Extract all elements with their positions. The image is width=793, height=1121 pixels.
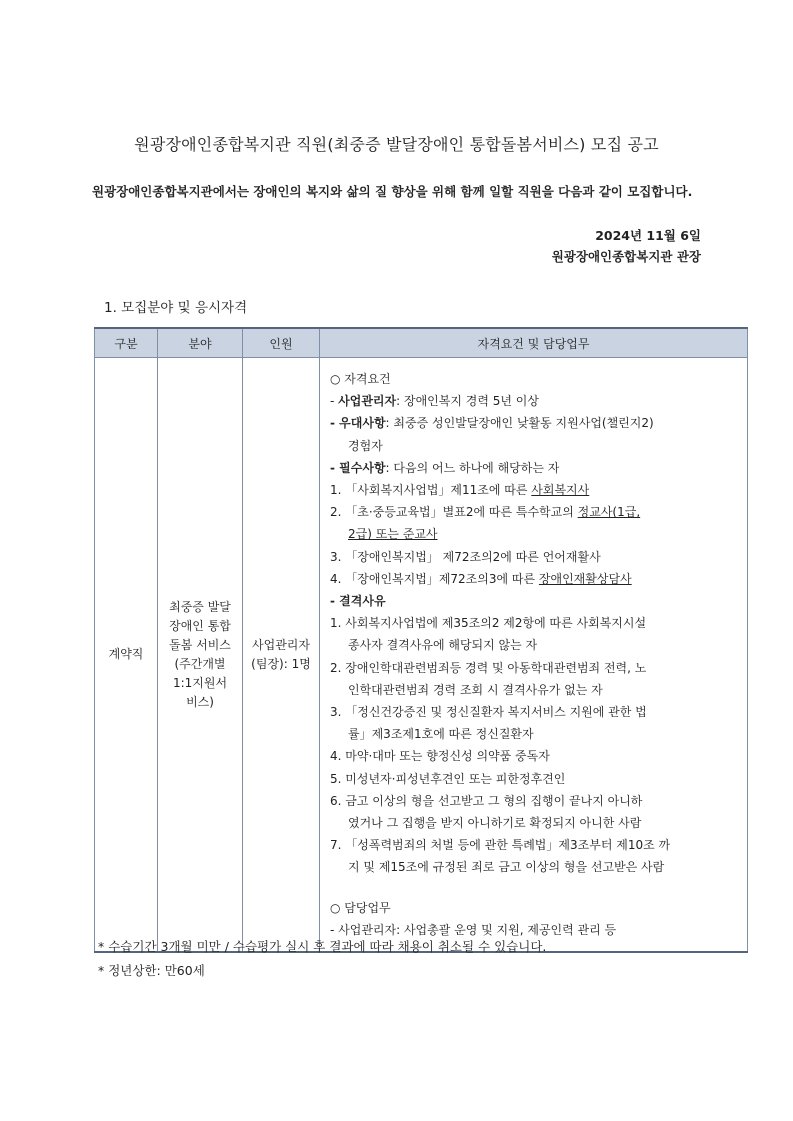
issuer-name: 원광장애인종합복지관 관장: [551, 249, 701, 264]
disqualification-heading: - 결격사유: [330, 594, 386, 609]
field-cell: 최중증 발달장애인 통합돌봄 서비스 (주간개별 1:1지원서 비스): [158, 358, 243, 953]
disqualification-item-6-continued: 였거나 그 집행을 받지 아니하기로 확정되지 아니한 사람: [348, 816, 642, 831]
required-item-2: 2. 「초·중등교육법」별표2에 따른 특수학교의 정교사(1급,: [330, 505, 641, 520]
disqualification-item-7: 7. 「성폭력범죄의 처벌 등에 관한 특례법」제3조부터 제10조 까: [330, 838, 671, 853]
count-cell: 사업관리자 (팀장): 1명: [243, 358, 320, 953]
requirements-cell: [320, 358, 748, 953]
notice-date: 2024년 11월 6일: [595, 228, 701, 243]
duty-heading: ○ 담당업무: [330, 900, 391, 915]
required-item-3: 3. 「장애인복지법」 제72조의2에 따른 언어재활사: [330, 549, 601, 564]
note-retirement-age: * 정년상한: 만60세: [98, 963, 205, 978]
disqualification-item-7-continued: 지 및 제15조에 규정된 죄로 금고 이상의 형을 선고받은 사람: [348, 860, 665, 875]
qualification-heading: ○ 자격요건: [330, 372, 391, 386]
required-item-2-continued: 2급) 또는 준교사: [348, 527, 438, 542]
disqualification-item-2: 2. 장애인학대관련범죄등 경력 및 아동학대관련범죄 전력, 노: [330, 660, 647, 675]
disqualification-item-3-continued: 률」제3조제1호에 따른 정신질환자: [348, 727, 534, 742]
preference-line: - 우대사항: 최중증 성인발달장애인 낮활동 지원사업(챌린지2): [330, 416, 654, 431]
disqualification-item-3: 3. 「정신건강증진 및 정신질환자 복지서비스 지원에 관한 법: [330, 705, 647, 720]
spacer: [330, 879, 739, 897]
preference-continued: 경험자: [348, 438, 383, 453]
category-cell: 계약직: [95, 358, 158, 953]
recruitment-table: [94, 327, 748, 953]
disqualification-item-1: 1. 사회복지사업법에 제35조의2 제2항에 따른 사회복지시설: [330, 616, 647, 631]
required-item-1: 1. 「사회복지사업법」제11조에 따른 사회복지사: [330, 483, 590, 498]
intro-paragraph: 원광장애인종합복지관에서는 장애인의 복지와 삶의 질 향상을 위해 함께 일할 직원을 다음과 같이 모집합니다.: [92, 184, 693, 199]
manager-requirement: - 사업관리자: 장애인복지 경력 5년 이상: [330, 394, 539, 409]
page-title: 원광장애인종합복지관 직원(최중증 발달장애인 통합돌봄서비스) 모집 공고: [134, 135, 659, 154]
disqualification-item-1-continued: 종사자 결격사유에 해당되지 않는 자: [348, 638, 538, 653]
duty-description: - 사업관리자: 사업총괄 운영 및 지원, 제공인력 관리 등: [330, 922, 617, 937]
disqualification-item-5: 5. 미성년자·피성년후견인 또는 피한정후견인: [330, 771, 566, 786]
disqualification-item-2-continued: 인학대관련범죄 경력 조회 시 결격사유가 없는 자: [348, 682, 603, 697]
required-heading: - 필수사항: 다음의 어느 하나에 해당하는 자: [330, 460, 560, 475]
disqualification-item-6: 6. 금고 이상의 형을 선고받고 그 형의 집행이 끝나지 아니하: [330, 793, 643, 808]
section-heading: 1. 모집분야 및 응시자격: [104, 300, 248, 316]
disqualification-item-4: 4. 마약·대마 또는 향정신성 의약품 중독자: [330, 749, 550, 764]
required-item-4: 4. 「장애인복지법」제72조의3에 따른 장애인재활상담사: [330, 571, 632, 586]
header-requirements: 자격요건 및 담당업무: [320, 328, 748, 358]
table-row: [95, 358, 748, 953]
header-field: 분야: [158, 328, 243, 358]
note-probation: * 수습기간 3개월 미만 / 수습평가 실시 후 결과에 따라 채용이 취소될 수 있습니다.: [98, 939, 547, 954]
header-count: 인원: [243, 328, 320, 358]
table-header-row: [95, 328, 748, 358]
header-category: 구분: [95, 328, 158, 358]
